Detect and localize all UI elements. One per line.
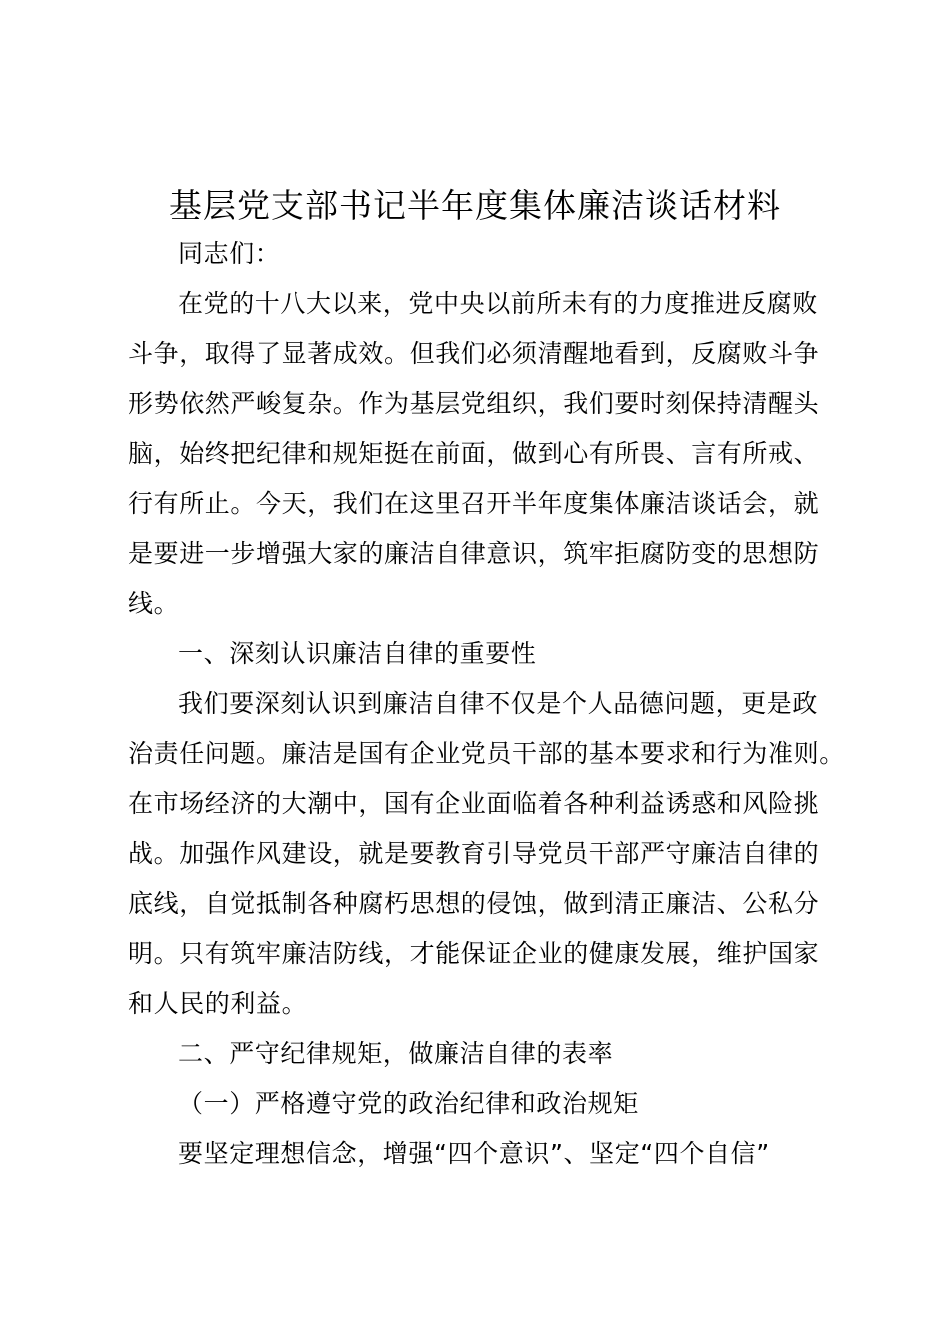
paragraph-line: 线。 xyxy=(128,589,180,618)
paragraph-line: 行有所止。今天，我们在这里召开半年度集体廉洁谈话会，就 xyxy=(128,489,820,518)
paragraph-line: 治责任问题。廉洁是国有企业党员干部的基本要求和行为准则。 xyxy=(128,739,845,768)
paragraph-line: 脑，始终把纪律和规矩挺在前面，做到心有所畏、言有所戒、 xyxy=(128,439,820,468)
paragraph-line: 是要进一步增强大家的廉洁自律意识，筑牢拒腐防变的思想防 xyxy=(128,539,820,568)
paragraph-line: 和人民的利益。 xyxy=(128,989,308,1018)
salutation: 同志们： xyxy=(178,239,281,268)
section-heading-2: 二、严守纪律规矩，做廉洁自律的表率 xyxy=(178,1039,614,1068)
paragraph-line: 要坚定理想信念，增强“四个意识”、坚定“四个自信” xyxy=(178,1139,770,1168)
paragraph-line: 战。加强作风建设，就是要教育引导党员干部严守廉洁自律的 xyxy=(128,839,820,868)
paragraph-line: 在市场经济的大潮中，国有企业面临着各种利益诱惑和风险挑 xyxy=(128,789,820,818)
paragraph-line: 斗争，取得了显著成效。但我们必须清醒地看到，反腐败斗争 xyxy=(128,339,820,368)
section-heading-1: 一、深刻认识廉洁自律的重要性 xyxy=(178,639,537,668)
document-title: 基层党支部书记半年度集体廉洁谈话材料 xyxy=(169,186,781,225)
subsection-heading: （一）严格遵守党的政治纪律和政治规矩 xyxy=(178,1089,639,1118)
paragraph-line: 我们要深刻认识到廉洁自律不仅是个人品德问题，更是政 xyxy=(178,689,819,718)
paragraph-line: 在党的十八大以来，党中央以前所未有的力度推进反腐败 xyxy=(178,289,819,318)
paragraph-line: 明。只有筑牢廉洁防线，才能保证企业的健康发展，维护国家 xyxy=(128,939,820,968)
paragraph-line: 底线，自觉抵制各种腐朽思想的侵蚀，做到清正廉洁、公私分 xyxy=(128,889,820,918)
paragraph-line: 形势依然严峻复杂。作为基层党组织，我们要时刻保持清醒头 xyxy=(128,389,820,418)
